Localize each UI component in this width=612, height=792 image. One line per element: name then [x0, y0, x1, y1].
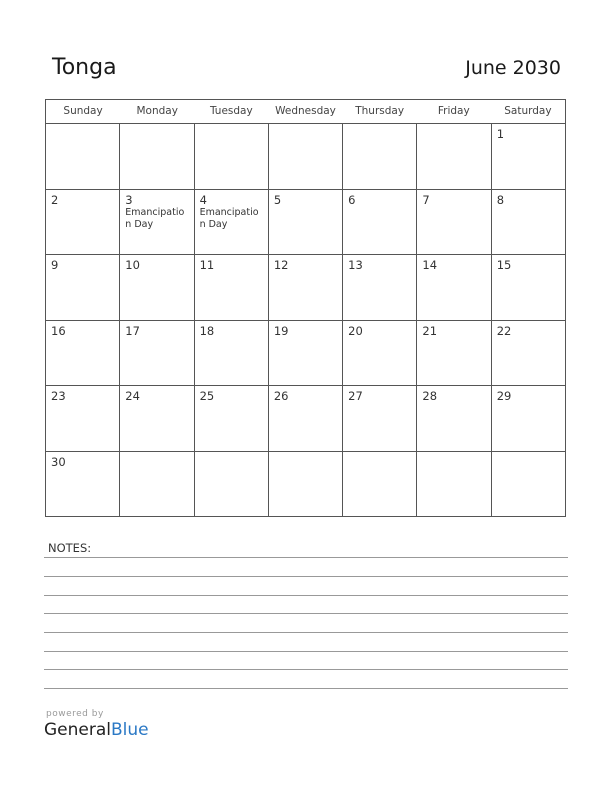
- calendar-empty-cell: [195, 452, 269, 517]
- calendar-empty-cell: [417, 124, 491, 189]
- calendar-day-cell: [46, 386, 120, 451]
- calendar-day-cell: [492, 124, 565, 189]
- day-number: 5: [273, 192, 282, 207]
- calendar-day-cell: [269, 321, 343, 386]
- calendar-day-cell: [120, 386, 194, 451]
- day-number: 20: [348, 323, 363, 338]
- calendar-day-cell: [46, 452, 120, 517]
- calendar-day-cell: [120, 255, 194, 320]
- calendar-day-cell: [46, 190, 120, 255]
- calendar-empty-cell: [343, 124, 417, 189]
- day-number: 22: [496, 323, 512, 338]
- calendar-empty-cell: [492, 452, 565, 517]
- day-number: 13: [348, 258, 363, 272]
- notes-line: [44, 651, 568, 652]
- calendar-day-cell: [417, 190, 491, 255]
- calendar-day-cell: [269, 190, 343, 255]
- day-number: 18: [199, 323, 215, 338]
- calendar-day-cell: [120, 321, 194, 386]
- notes-line: [44, 613, 568, 614]
- calendar-day-cell: [492, 255, 565, 320]
- day-number: 21: [422, 323, 438, 338]
- calendar-week-row: [46, 124, 565, 190]
- weekday-wednesday: Wednesday: [275, 105, 336, 117]
- calendar-empty-cell: [417, 452, 491, 517]
- calendar-day-cell: [343, 255, 417, 320]
- calendar-empty-cell: [195, 124, 269, 189]
- weekday-thursday: Thursday: [355, 105, 405, 117]
- day-number: 6: [348, 192, 356, 207]
- day-number: 7: [422, 192, 430, 207]
- day-number: 16: [51, 323, 66, 338]
- day-number: 15: [496, 258, 512, 272]
- day-number: 17: [125, 323, 140, 338]
- day-number: 28: [422, 389, 438, 403]
- day-number: 25: [199, 389, 215, 403]
- day-number: 4: [199, 192, 207, 207]
- calendar-day-cell: [120, 190, 194, 255]
- calendar-day-cell: [195, 321, 269, 386]
- day-number: 26: [273, 389, 289, 403]
- calendar-day-cell: [195, 190, 269, 255]
- brand-blue-text: Blue: [111, 720, 149, 740]
- calendar-day-cell: [417, 255, 491, 320]
- calendar-empty-cell: [343, 452, 417, 517]
- day-number: 29: [496, 389, 512, 403]
- page-title: Tonga: [52, 55, 117, 80]
- notes-line: [44, 557, 568, 558]
- calendar-day-cell: [492, 190, 565, 255]
- calendar-week-row: [46, 190, 565, 256]
- weekday-sunday: Sunday: [63, 105, 103, 117]
- notes-line: [44, 669, 568, 670]
- calendar-day-cell: [195, 255, 269, 320]
- calendar-day-cell: [195, 386, 269, 451]
- notes-line: [44, 595, 568, 596]
- holiday-label: Emancipation Day: [199, 206, 259, 230]
- calendar-week-row: [46, 386, 565, 452]
- calendar-empty-cell: [120, 124, 194, 189]
- calendar-day-cell: [343, 321, 417, 386]
- calendar-day-cell: [46, 321, 120, 386]
- calendar-day-cell: [492, 321, 565, 386]
- calendar-empty-cell: [269, 124, 343, 189]
- weekday-header-row: [46, 100, 565, 124]
- calendar-empty-cell: [120, 452, 194, 517]
- calendar-weeks: [46, 124, 565, 516]
- calendar-day-cell: [269, 386, 343, 451]
- notes-label: NOTES:: [48, 541, 92, 555]
- weekday-monday: Monday: [136, 105, 178, 117]
- day-number: 30: [51, 454, 66, 469]
- calendar-day-cell: [417, 386, 491, 451]
- weekday-friday: Friday: [437, 105, 470, 117]
- day-number: 11: [199, 258, 215, 272]
- weekday-tuesday: Tuesday: [209, 105, 253, 117]
- day-number: 14: [422, 258, 438, 272]
- day-number: 1: [496, 127, 505, 141]
- calendar-day-cell: [492, 386, 565, 451]
- holiday-label: Emancipation Day: [125, 206, 185, 230]
- calendar-empty-cell: [46, 124, 120, 189]
- generalblue-logo[interactable]: [44, 720, 149, 740]
- calendar-day-cell: [46, 255, 120, 320]
- powered-by-label: powered by: [46, 709, 104, 719]
- calendar-empty-cell: [269, 452, 343, 517]
- notes-line: [44, 632, 568, 633]
- day-number: 27: [348, 389, 363, 403]
- weekday-saturday: Saturday: [504, 105, 552, 117]
- calendar-week-row: [46, 452, 565, 517]
- calendar-week-row: [46, 255, 565, 321]
- calendar-day-cell: [417, 321, 491, 386]
- calendar-day-cell: [269, 255, 343, 320]
- brand-general-text: General: [44, 720, 111, 740]
- day-number: 2: [51, 192, 59, 207]
- calendar-grid: [45, 99, 566, 517]
- notes-line: [44, 688, 568, 689]
- calendar-week-row: [46, 321, 565, 387]
- calendar-day-cell: [343, 190, 417, 255]
- day-number: 9: [51, 258, 59, 272]
- day-number: 23: [51, 389, 66, 403]
- calendar-day-cell: [343, 386, 417, 451]
- day-number: 3: [125, 192, 133, 207]
- day-number: 19: [273, 323, 289, 338]
- day-number: 24: [125, 389, 140, 403]
- day-number: 8: [496, 192, 505, 207]
- day-number: 12: [273, 258, 289, 272]
- day-number: 10: [125, 258, 140, 272]
- notes-line: [44, 576, 568, 577]
- month-year-label: June 2030: [465, 57, 561, 79]
